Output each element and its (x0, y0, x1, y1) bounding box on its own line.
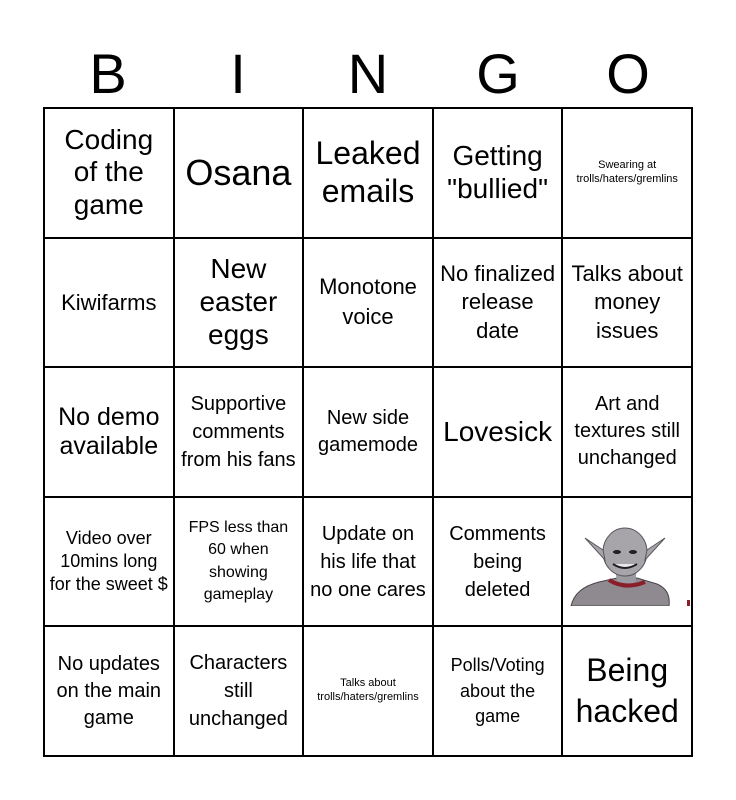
cell-text: New easter eggs (199, 253, 278, 350)
cell-text: Supportive comments from his fans (181, 392, 296, 471)
cell-text: Leaked emails (315, 135, 421, 209)
bingo-cell[interactable] (304, 368, 434, 498)
cell-text: Being hacked (575, 651, 679, 730)
bingo-cell[interactable] (304, 627, 434, 757)
bingo-cell[interactable] (563, 627, 693, 757)
bingo-cell[interactable] (45, 627, 175, 757)
title-letter-g: G (476, 42, 520, 105)
cell-text: Update on his life that no one cares (310, 522, 426, 601)
bingo-cell[interactable] (434, 109, 564, 239)
cell-text: Talks about trolls/haters/gremlins (317, 677, 419, 704)
title-letter-i: I (230, 42, 246, 105)
bingo-cell[interactable] (304, 239, 434, 369)
bingo-cell[interactable] (175, 239, 305, 369)
bingo-cell[interactable] (434, 239, 564, 369)
cell-text: Monotone voice (319, 273, 417, 330)
bingo-cell[interactable] (563, 498, 693, 628)
bingo-cell[interactable] (45, 239, 175, 369)
cell-text: Video over 10mins long for the sweet $ (49, 527, 168, 595)
cell-text: Kiwifarms (61, 289, 157, 315)
title-letter-n: N (347, 42, 389, 105)
bingo-title (43, 40, 693, 108)
bingo-cell[interactable] (304, 498, 434, 628)
cell-text: Characters still unchanged (188, 652, 288, 731)
cell-text: Polls/Voting about the game (450, 655, 545, 726)
bingo-cell[interactable] (434, 627, 564, 757)
title-letter-b: B (89, 42, 127, 105)
cell-text: Getting "bullied" (447, 140, 549, 204)
bingo-board (43, 107, 693, 757)
title-letter-o: O (606, 42, 650, 105)
cell-text: No updates on the main game (56, 652, 162, 729)
bingo-cell[interactable] (434, 498, 564, 628)
bingo-cell[interactable] (45, 109, 175, 239)
cell-text: FPS less than 60 when showing gameplay (188, 518, 289, 603)
cell-text: Coding of the game (64, 123, 154, 221)
cell-text: No finalized release date (440, 260, 556, 343)
cell-text: Lovesick (443, 415, 553, 447)
bingo-cell[interactable] (175, 368, 305, 498)
cell-text: Art and textures still unchanged (574, 393, 680, 470)
character-portrait-icon (565, 524, 691, 606)
bingo-cell[interactable] (304, 109, 434, 239)
bingo-cell[interactable] (45, 368, 175, 498)
bingo-cell[interactable] (563, 109, 693, 239)
cell-text: Swearing at trolls/haters/gremlins (576, 159, 678, 185)
bingo-cell[interactable] (563, 239, 693, 369)
cell-text: New side gamemode (317, 406, 419, 456)
cell-text: Comments being deleted (449, 522, 546, 601)
bingo-cell[interactable] (434, 368, 564, 498)
bingo-cell[interactable] (45, 498, 175, 628)
bingo-cell[interactable] (175, 627, 305, 757)
bingo-cell[interactable] (175, 498, 305, 628)
cell-text: No demo available (58, 402, 160, 460)
cell-text: Talks about money issues (571, 260, 683, 343)
bingo-cell[interactable] (563, 368, 693, 498)
cell-text: Osana (185, 151, 292, 193)
bingo-cell[interactable] (175, 109, 305, 239)
